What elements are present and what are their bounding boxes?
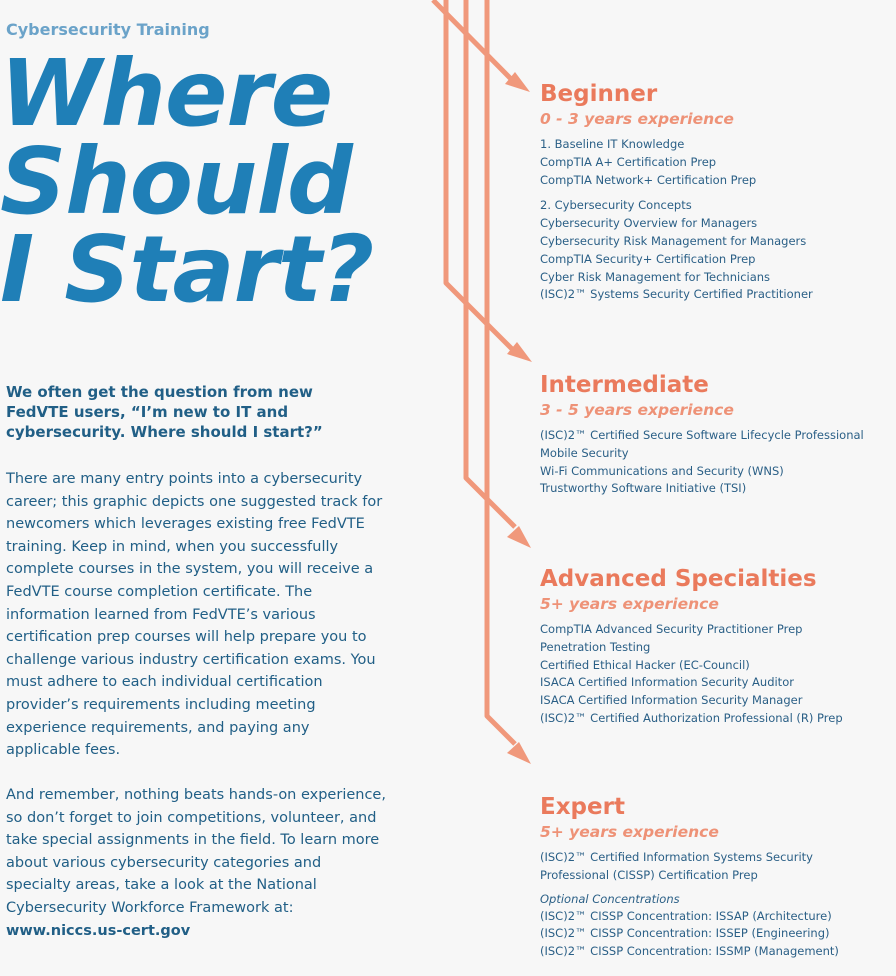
list-item: Cyber Risk Management for Technicians <box>540 269 771 284</box>
page-title <box>0 40 430 323</box>
framework-link[interactable]: www.niccs.us-cert.gov <box>6 922 191 939</box>
beginner-title: Beginner <box>540 81 658 107</box>
arrow-to-intermediate <box>446 0 516 353</box>
list-item: Trustworthy Software Initiative (TSI) <box>540 481 747 496</box>
intro-question: We often get the question from new FedVTE users, “I’m new to IT and cybersecurity. Where should I start?” <box>6 383 323 441</box>
arrowhead-beginner <box>505 72 530 92</box>
list-item: Penetration Testing <box>540 639 651 654</box>
list-item: Wi-Fi Communications and Security (WNS) <box>540 463 784 478</box>
header-kicker: Cybersecurity Training <box>6 20 210 39</box>
title-line-2: Should <box>0 128 352 235</box>
list-item: CompTIA Advanced Security Practitioner Prep <box>540 622 803 636</box>
list-item: (ISC)2™ Certified Secure Software Lifecycle Professional <box>540 428 864 442</box>
section-intermediate <box>540 371 890 498</box>
section-beginner <box>540 80 890 304</box>
list-item: Mobile Security <box>540 445 629 460</box>
arrowhead-expert <box>507 742 531 764</box>
list-item: (ISC)2™ Certified Information Systems Security <box>540 850 813 864</box>
body-paragraph-2 <box>6 784 386 942</box>
list-item: ISACA Certified Information Security Auditor <box>540 675 794 690</box>
list-item: Certified Ethical Hacker (EC-Council) <box>540 657 750 672</box>
list-item: (ISC)2™ Certified Authorization Professional (R) Prep <box>540 710 843 725</box>
list-item: 1. Baseline IT Knowledge <box>540 137 685 151</box>
arrowhead-advanced <box>507 526 531 548</box>
list-item: ISACA Certified Information Security Manager <box>540 693 803 708</box>
arrow-to-expert <box>487 0 515 744</box>
optional-concentrations-label: Optional Concentrations <box>540 891 680 906</box>
intermediate-experience: 3 - 5 years experience <box>540 401 734 419</box>
list-item: CompTIA Security+ Certification Prep <box>540 251 756 266</box>
list-item: CompTIA A+ Certification Prep <box>540 154 717 169</box>
list-item: Professional (CISSP) Certification Prep <box>540 867 758 882</box>
arrow-to-advanced <box>466 0 515 527</box>
intermediate-title: Intermediate <box>540 372 709 398</box>
section-expert <box>540 793 890 961</box>
title-line-1: Where <box>0 40 333 147</box>
arrowhead-intermediate <box>507 342 532 362</box>
list-item: Cybersecurity Risk Management for Managers <box>540 233 807 248</box>
body-paragraph-1: There are many entry points into a cybersecurity career; this graphic depicts one suggested track for newcomers which leverages existing free FedVTE training. Keep in mind, when you successfully complete courses in the system, you will receive a FedVTE course completion certificate. The information learned from FedVTE’s various certification prep courses will help prepare you to challenge various industry certification exams. You must adhere to each individual certification provider’s requirements including meeting experience requirements, and paying any applicable fees. <box>6 471 383 759</box>
expert-title: Expert <box>540 794 625 820</box>
arrow-to-beginner <box>433 0 514 82</box>
beginner-experience: 0 - 3 years experience <box>540 110 734 128</box>
advanced-title: Advanced Specialties <box>540 566 817 592</box>
advanced-experience: 5+ years experience <box>540 595 719 613</box>
list-item: (ISC)2™ CISSP Concentration: ISSAP (Architecture) <box>540 908 832 923</box>
list-item: 2. Cybersecurity Concepts <box>540 198 692 213</box>
list-item: (ISC)2™ CISSP Concentration: ISSMP (Management) <box>540 944 839 959</box>
section-advanced <box>540 565 890 728</box>
body-paragraph-2-text: And remember, nothing beats hands-on experience, so don’t forget to join competitions, volunteer, and take special assignments in the field. To learn more about various cybersecurity categories and specialty areas, take a look at the National Cybersecurity Workforce Framework at: <box>6 787 386 916</box>
list-item: (ISC)2™ CISSP Concentration: ISSEP (Engineering) <box>540 926 830 941</box>
list-item: CompTIA Network+ Certification Prep <box>540 172 757 187</box>
list-item: (ISC)2™ Systems Security Certified Practitioner <box>540 287 813 302</box>
title-line-3: I Start? <box>0 216 374 323</box>
list-item: Cybersecurity Overview for Managers <box>540 216 758 231</box>
expert-experience: 5+ years experience <box>540 823 719 841</box>
